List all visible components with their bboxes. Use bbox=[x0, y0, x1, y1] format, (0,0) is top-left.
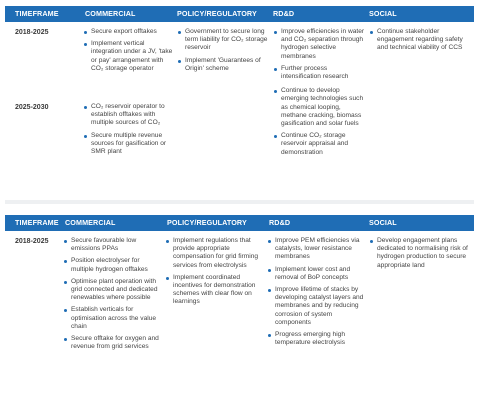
header-timeframe: TIMEFRAME bbox=[15, 218, 59, 227]
list-item: Establish verticals for optimisation across the value chain bbox=[63, 306, 163, 331]
list-item: Implement lower cost and removal of BoP concepts bbox=[267, 266, 367, 282]
list-item: Continue CO₂ storage reservoir appraisal and demonstration bbox=[273, 132, 367, 157]
timeframe-cell: 2018-2025 bbox=[15, 29, 49, 36]
header-social: SOCIAL bbox=[369, 9, 397, 18]
list-item: Secure export offtakes bbox=[83, 28, 177, 36]
roadmap-table-2 bbox=[5, 215, 474, 395]
list-item: Progress emerging high temperature electrolysis bbox=[267, 331, 367, 347]
list-item: Secure multiple revenue sources for gasification or SMR plant bbox=[83, 132, 177, 157]
header-rdd: RD&D bbox=[269, 218, 291, 227]
list-item: Government to secure long term liability for CO₂ storage reservoir bbox=[177, 28, 271, 53]
header-social: SOCIAL bbox=[369, 218, 397, 227]
header-timeframe: TIMEFRAME bbox=[15, 9, 59, 18]
header-commercial: COMMERCIAL bbox=[85, 9, 136, 18]
header-policy: POLICY/REGULATORY bbox=[167, 218, 247, 227]
list-item: Implement 'Guarantees of Origin' scheme bbox=[177, 57, 271, 73]
list-item: Improve efficiencies in water and CO₂ separation through hydrogen selective membranes bbox=[273, 28, 367, 61]
header-commercial: COMMERCIAL bbox=[65, 218, 116, 227]
social-list bbox=[369, 237, 471, 274]
list-item: Optimise plant operation with grid connected and dedicated renewables where possible bbox=[63, 278, 163, 303]
header-policy: POLICY/REGULATORY bbox=[177, 9, 257, 18]
list-item: Improve lifetime of stacks by developing catalyst layers and membranes and by reducing corrosion of system components bbox=[267, 286, 367, 327]
list-item: Develop engagement plans dedicated to normalising risk of hydrogen production to secure appropriate land bbox=[369, 237, 471, 270]
commercial-list bbox=[83, 103, 177, 160]
table-separator bbox=[5, 200, 474, 204]
header-rdd: RD&D bbox=[273, 9, 295, 18]
list-item: Further process intensification research bbox=[273, 65, 367, 81]
list-item: Position electrolyser for multiple hydrogen offtakes bbox=[63, 257, 163, 273]
commercial-list bbox=[63, 237, 163, 355]
policy-list bbox=[165, 237, 265, 311]
list-item: Secure offtake for oxygen and revenue from grid services bbox=[63, 335, 163, 351]
roadmap-table-1 bbox=[5, 6, 474, 206]
list-item: CO₂ reservoir operator to establish offtakes with multiple sources of CO₂ bbox=[83, 103, 177, 128]
table-header bbox=[5, 6, 474, 22]
list-item: Continue stakeholder engagement regarding safety and technical viability of CCS bbox=[369, 28, 469, 53]
rdd-list bbox=[267, 237, 367, 351]
list-item: Secure favourable low emissions PPAs bbox=[63, 237, 163, 253]
commercial-list bbox=[83, 28, 177, 77]
list-item: Continue to develop emerging technologies such as chemical looping, methane cracking, biomass gasification and solar fuels bbox=[273, 87, 367, 128]
social-list bbox=[369, 28, 469, 57]
policy-list bbox=[177, 28, 271, 77]
list-item: Implement vertical integration under a JV, 'take or pay' arrangement with CO₂ storage operator bbox=[83, 40, 177, 73]
list-item: Improve PEM efficiencies via catalysts, lower resistance membranes bbox=[267, 237, 367, 262]
list-item: Implement coordinated incentives for demonstration schemes with clear flow on learnings bbox=[165, 274, 265, 307]
rdd-list bbox=[273, 28, 367, 161]
table-header bbox=[5, 215, 474, 231]
list-item: Implement regulations that provide appropriate compensation for grid firming services from electrolysis bbox=[165, 237, 265, 270]
timeframe-cell: 2018-2025 bbox=[15, 238, 49, 245]
timeframe-cell: 2025-2030 bbox=[15, 104, 49, 111]
